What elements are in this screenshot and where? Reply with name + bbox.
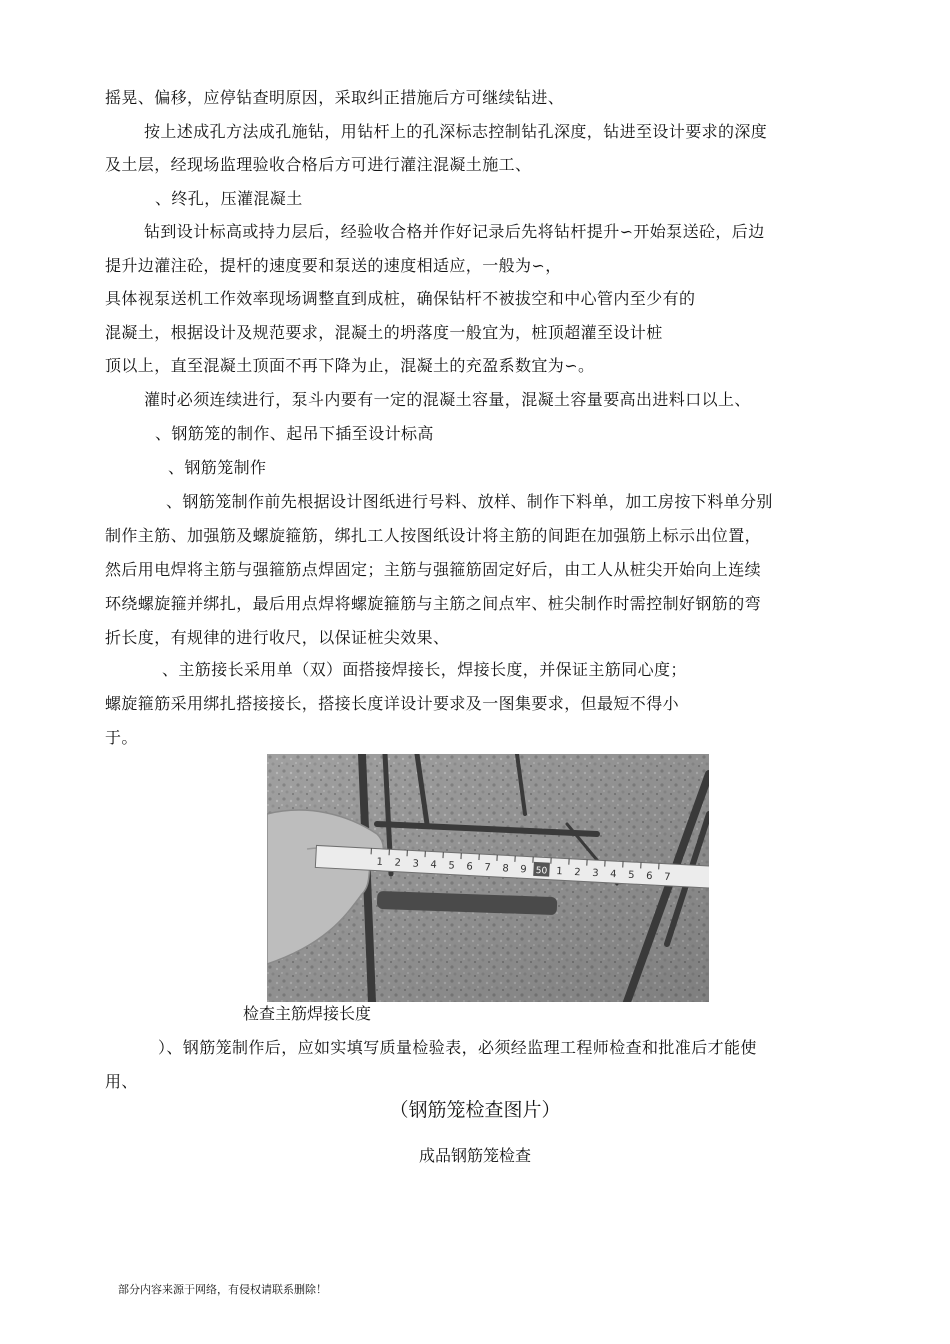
tape-number: 4 [609, 868, 617, 881]
paragraph-line: 顶以上，直至混凝土顶面不再下降为止，混凝土的充盈系数宜为∽。 [105, 356, 595, 375]
tape-number: 2 [394, 857, 402, 869]
paragraph-line: 混凝土，根据设计及规范要求，混凝土的坍落度一般宜为，桩顶超灌至设计桩 [105, 323, 663, 342]
paragraph-line: 按上述成孔方法成孔施钻，用钻杆上的孔深标志控制钻孔深度，钻进至设计要求的深度 [144, 122, 768, 141]
paragraph-line: 折长度，有规律的进行收尺，以保证桩尖效果、 [105, 628, 450, 647]
paragraph-line: 钻到设计标高或持力层后，经验收合格并作好记录后先将钻杆提升∽开始泵送砼，后边 [144, 222, 765, 241]
tape-number: 1 [376, 856, 384, 868]
section-subheading: 成品钢筋笼检查 [418, 1146, 531, 1165]
section-heading: （钢筋笼检查图片） [389, 1099, 561, 1121]
tape-number: 6 [645, 870, 653, 883]
paragraph-line: 提升边灌注砼，提杆的速度要和泵送的速度相适应，一般为∽， [105, 256, 562, 275]
paragraph-line: 环绕螺旋箍并绑扎，最后用点焊将螺旋箍筋与主筋之间点牢、桩尖制作时需控制好钢筋的弯 [105, 594, 762, 613]
tape-number: 5 [627, 869, 635, 882]
tape-number: 4 [430, 859, 438, 871]
tape-number: 1 [555, 866, 563, 878]
paragraph-line: 螺旋箍筋采用绑扎搭接接长，搭接长度详设计要求及一图集要求，但最短不得小 [105, 694, 680, 713]
tape-number: 9 [520, 864, 527, 876]
paragraph-line: 于。 [105, 728, 138, 747]
section-title-cage-making: 、钢筋笼制作 [168, 458, 267, 477]
tape-number: 3 [412, 858, 420, 870]
section-title-cage: 、钢筋笼的制作、起吊下插至设计标高 [155, 424, 434, 443]
paragraph-line: 制作主筋、加强筋及螺旋箍筋，绑扎工人按图纸设计将主筋的间距在加强筋上标示出位置， [105, 526, 762, 545]
rebar-weld-inspection-photo [267, 754, 709, 1002]
tape-number: 50 [535, 865, 548, 877]
paragraph-line: 及土层，经现场监理验收合格后方可进行灌注混凝土施工、 [105, 155, 532, 174]
tape-number: 8 [502, 863, 509, 875]
paragraph-line: ）、钢筋笼制作后，应如实填写质量检验表，必须经监理工程师检查和批准后才能使 [158, 1038, 757, 1057]
paragraph-line: 、主筋接长采用单（双）面搭接焊接长，焊接长度，并保证主筋同心度； [162, 660, 687, 679]
paragraph-line: 然后用电焊将主筋与强箍筋点焊固定；主筋与强箍筋固定好后，由工人从桩尖开始向上连续 [105, 560, 762, 579]
paragraph-line: 、钢筋笼制作前先根据设计图纸进行号料、放样、制作下料单，加工房按下料单分别 [166, 492, 773, 511]
paragraph-line: 摇晃、偏移，应停钻查明原因，采取纠正措施后方可继续钻进、 [105, 88, 565, 107]
tape-number: 7 [484, 862, 492, 874]
section-title-final-hole: 、终孔，压灌混凝土 [155, 189, 303, 208]
tape-number: 2 [573, 866, 581, 879]
photo-caption: 检查主筋焊接长度 [243, 1004, 372, 1023]
tape-number: 6 [466, 861, 474, 873]
paragraph-line: 具体视泵送机工作效率现场调整直到成桩，确保钻杆不被拔空和中心管内至少有的 [105, 289, 696, 308]
copyright-footer: 部分内容来源于网络，有侵权请联系删除！ [118, 1283, 327, 1296]
tape-number: 3 [591, 867, 599, 880]
paragraph-line: 灌时必须连续进行，泵斗内要有一定的混凝土容量，混凝土容量要高出进料口以上、 [144, 390, 751, 409]
tape-number: 5 [448, 860, 456, 872]
tape-number: 7 [663, 871, 671, 884]
paragraph-line: 用、 [105, 1072, 138, 1091]
